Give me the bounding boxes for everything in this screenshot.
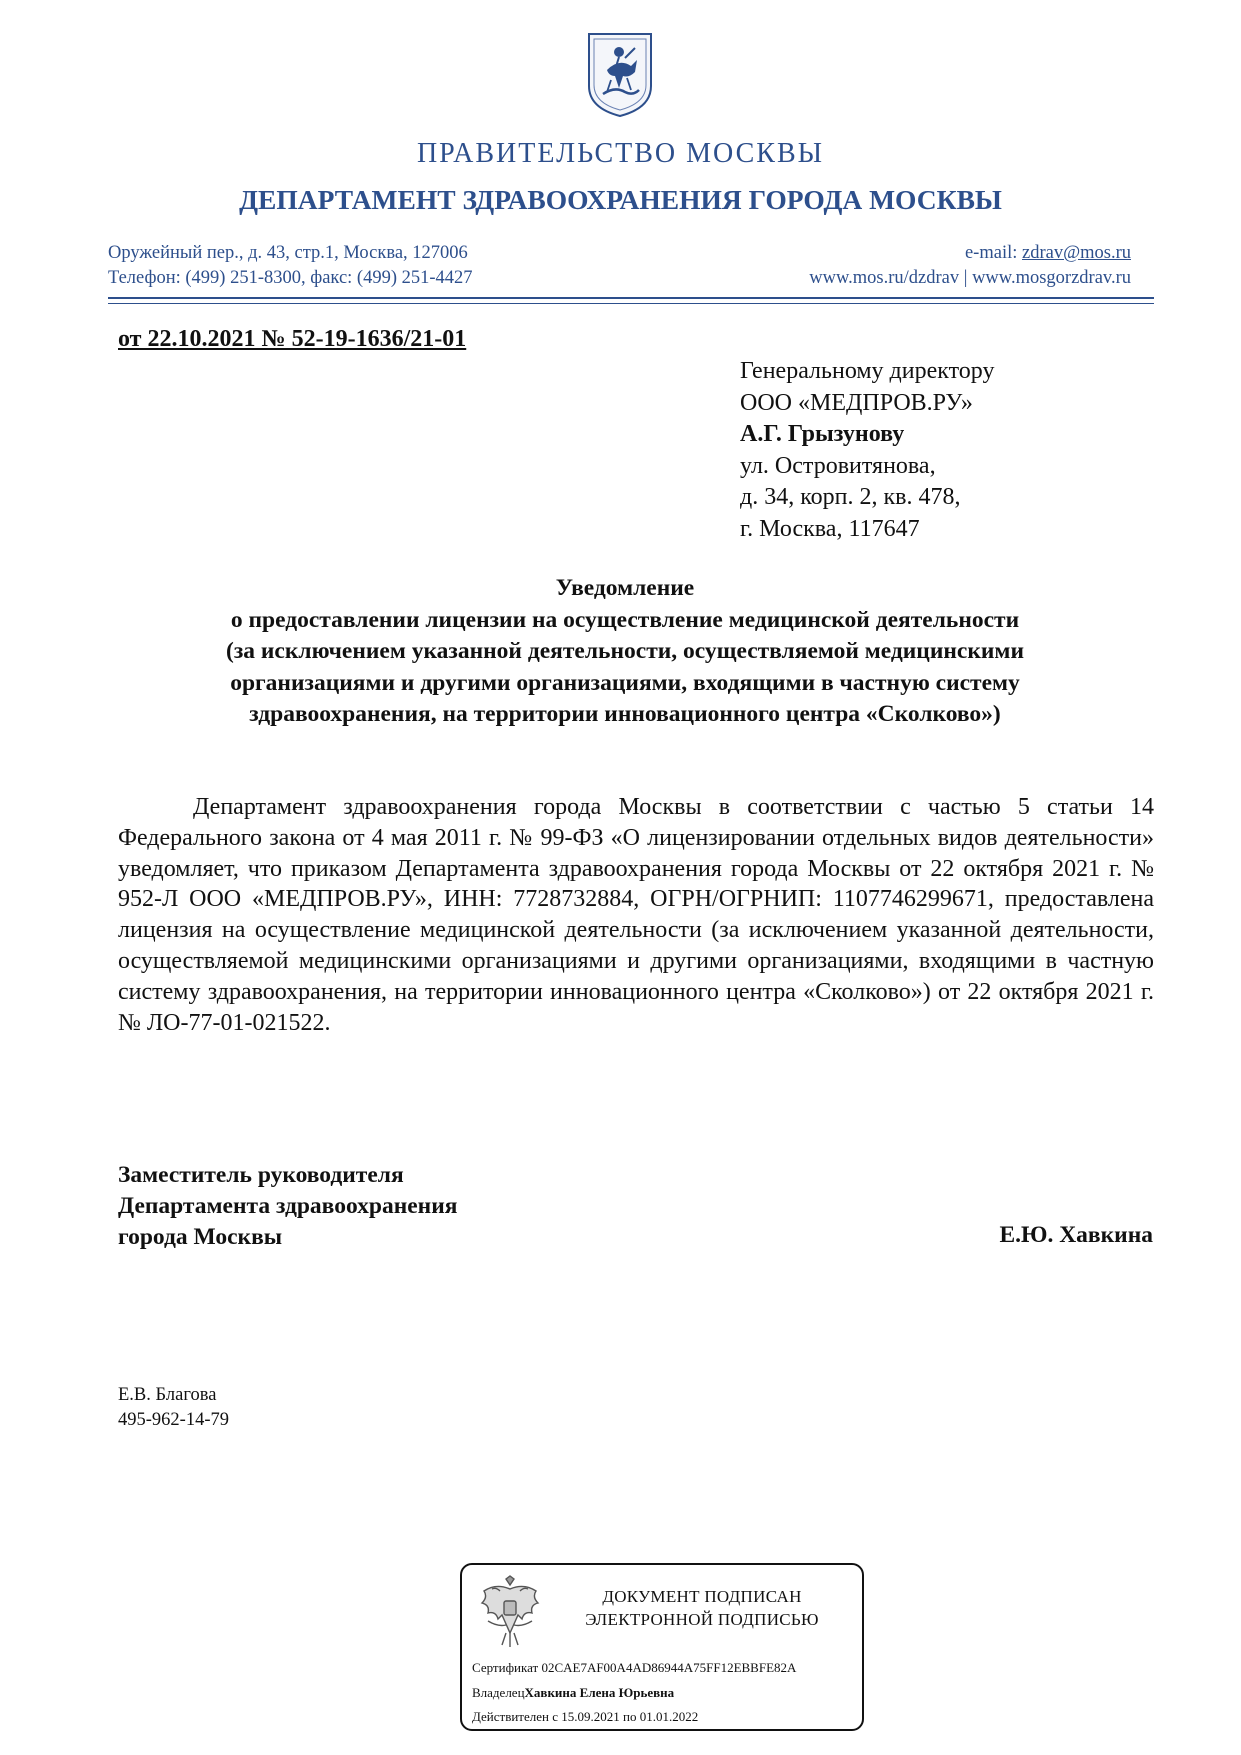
owner-name: Хавкина Елена Юрьевна — [524, 1685, 675, 1700]
notice-title-line: здравоохранения, на территории инновационного центра «Сколково») — [249, 701, 1001, 727]
owner-label: Владелец — [472, 1685, 525, 1700]
department-title: ДЕПАРТАМЕНТ ЗДРАВООХРАНЕНИЯ ГОРОДА МОСКВЫ — [239, 184, 1002, 215]
header-divider-thick — [108, 297, 1154, 299]
notice-title-line: о предоставлении лицензии на осуществление медицинской деятельности — [230, 606, 1020, 633]
executor-block — [118, 1383, 229, 1433]
double-headed-eagle-icon — [476, 1575, 544, 1653]
signature-stamp-subtitle: ЭЛЕКТРОННОЙ ПОДПИСЬЮ — [585, 1610, 819, 1629]
signatory-position — [118, 1160, 457, 1253]
email-line — [809, 241, 1131, 266]
addressee-street: ул. Островитянова, — [740, 452, 936, 479]
web-line: www.mos.ru/dzdrav | www.mosgorzdrav.ru — [809, 268, 1131, 288]
contact-block-left — [108, 241, 473, 291]
executor-name: Е.В. Благова — [118, 1385, 217, 1405]
signatory-position-line: Заместитель руководителя — [118, 1162, 404, 1188]
email-link[interactable]: zdrav@mos.ru — [1022, 243, 1131, 263]
document-number: от 22.10.2021 № 52-19-1636/21-01 — [118, 326, 467, 352]
notice-title-line: Уведомление — [555, 575, 695, 601]
addressee-block — [740, 356, 994, 545]
executor-phone: 495-962-14-79 — [118, 1410, 229, 1430]
signatory-name: Е.Ю. Хавкина — [999, 1222, 1153, 1248]
signatory-position-line: города Москвы — [118, 1224, 283, 1250]
phone-line: Телефон: (499) 251-8300, факс: (499) 251-4427 — [108, 268, 473, 288]
notice-body: Департамент здравоохранения города Москвы в соответствии с частью 5 статьи 14 Федерального закона от 4 мая 2011 г. № 99-ФЗ «О лицензировании отдельных видов деятельности» уведомляет, что приказом Департамента здравоохранения города Москвы от 22 октября 2021 г. № 952-Л ООО «МЕДПРОВ.РУ», ИНН: 7728732884, ОГРН/ОГРНИП: 1107746299671, предоставлена лицензия на осуществление медицинской деятельности (за исключением указанной деятельности, осуществляемой медицинскими организациями и другими организациями, входящими в частную систему здравоохранения, на территории инновационного центра «Сколково») от 22 октября 2021 г. № ЛО-77-01-021522. — [118, 794, 1154, 1036]
electronic-signature-stamp — [460, 1563, 864, 1731]
certificate-number: 02CAE7AF00A4AD86944A75FF12EBBFE82A — [541, 1660, 797, 1675]
signature-stamp-header — [552, 1585, 852, 1631]
header-divider-thin — [108, 303, 1154, 304]
certificate-line — [472, 1660, 796, 1676]
signatory-position-line: Департамента здравоохранения — [118, 1193, 458, 1219]
moscow-coat-of-arms-icon — [585, 30, 655, 118]
signature-stamp-title: ДОКУМЕНТ ПОДПИСАН — [602, 1587, 802, 1606]
government-title: ПРАВИТЕЛЬСТВО МОСКВЫ — [416, 138, 825, 169]
address-line: Оружейный пер., д. 43, стр.1, Москва, 127006 — [108, 243, 468, 263]
addressee-position: Генеральному директору — [740, 358, 995, 384]
addressee-city: г. Москва, 117647 — [740, 515, 920, 542]
notice-title — [150, 573, 1100, 731]
certificate-label: Сертификат — [472, 1660, 542, 1675]
email-label: e-mail: — [964, 243, 1022, 263]
notice-title-line: (за исключением указанной деятельности, осуществляемой медицинскими — [226, 638, 1024, 664]
addressee-house: д. 34, корп. 2, кв. 478, — [740, 484, 961, 510]
addressee-name: А.Г. Грызунову — [740, 421, 905, 447]
notice-title-line: организациями и другими организациями, входящими в частную систему — [230, 669, 1020, 696]
validity-line: Действителен с 15.09.2021 по 01.01.2022 — [472, 1709, 699, 1724]
contact-block-right — [809, 241, 1131, 291]
addressee-company: ООО «МЕДПРОВ.РУ» — [740, 389, 973, 416]
owner-line — [472, 1685, 674, 1701]
